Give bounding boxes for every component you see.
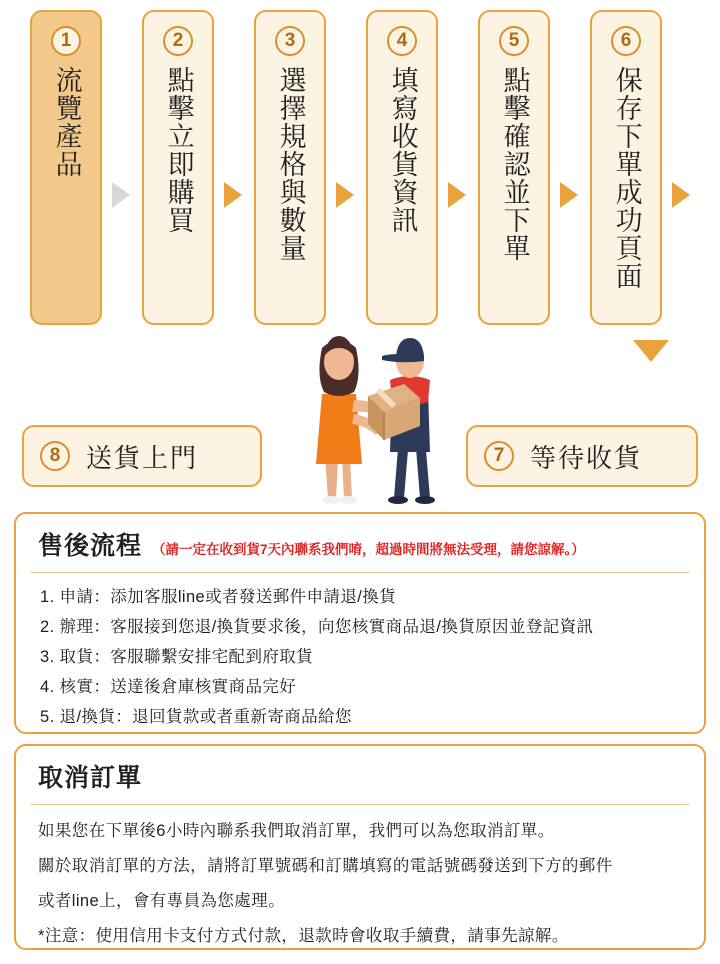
- list-item: 4. 核實：送達後倉庫核實商品完好: [40, 678, 297, 697]
- cancel-line: *注意：使用信用卡支付方式付款，退款時會收取手續費，請事先諒解。: [38, 926, 569, 945]
- cancel-line: 如果您在下單後6小時內聯系我們取消訂單，我們可以為您取消訂單。: [38, 822, 555, 840]
- flow-step-4-number: 4: [387, 26, 417, 56]
- flow-step-3[interactable]: [254, 10, 326, 325]
- cancel-header: [16, 746, 704, 794]
- flow-step-5[interactable]: [478, 10, 550, 325]
- flow-step-5-label: 點擊確認並下單: [499, 66, 530, 262]
- flow-step-2-label: 點擊立即購買: [163, 66, 194, 234]
- aftersale-divider: [30, 572, 690, 573]
- flow-step-6-label: 保存下單成功頁面: [611, 66, 642, 290]
- flow-step-1-number: 1: [51, 26, 81, 56]
- flow-step-4-label: 填寫收貨資訊: [387, 66, 418, 234]
- aftersale-title: 售後流程: [38, 532, 143, 560]
- flow-arrow-down-icon: [633, 340, 669, 362]
- flow-arrow-4: [448, 182, 466, 208]
- flow-arrow-5: [560, 182, 578, 208]
- flow-step-8-label: 送貨上門: [86, 442, 199, 473]
- list-item: 5. 退/換貨：退回貨款或者重新寄商品給您: [40, 708, 352, 727]
- flow-step-3-label: 選擇規格與數量: [275, 66, 306, 262]
- flow-step-4[interactable]: [366, 10, 438, 325]
- flow-step-6[interactable]: [590, 10, 662, 325]
- aftersale-note: （請一定在收到貨7天內聯系我們唷，超過時間將無法受理，請您諒解。）: [152, 542, 585, 557]
- cancel-line: 或者line上，會有專員為您處理。: [38, 891, 285, 910]
- aftersale-panel: [14, 512, 706, 734]
- list-item: 3. 取貨：客服聯繫安排宅配到府取貨: [40, 648, 314, 667]
- flow-step-8[interactable]: [22, 425, 262, 487]
- flow-step-7[interactable]: [466, 425, 698, 487]
- flow-step-1[interactable]: [30, 10, 102, 325]
- flow-step-2-number: 2: [163, 26, 193, 56]
- flow-step-2[interactable]: [142, 10, 214, 325]
- flow-step-1-label: 流覽產品: [51, 66, 82, 178]
- list-item: 2. 辦理：客服接到您退/換貨要求後，向您核實商品退/換貨原因並登記資訊: [40, 618, 594, 637]
- flow-step-3-number: 3: [275, 26, 305, 56]
- delivery-illustration: [270, 318, 460, 508]
- flow-arrow-3: [336, 182, 354, 208]
- flow-arrow-6: [672, 182, 690, 208]
- aftersale-list: [16, 573, 704, 732]
- list-item: 1. 申請：添加客服line或者發送郵件申請退/換貨: [40, 588, 397, 606]
- flow-step-6-number: 6: [611, 26, 641, 56]
- flow-arrow-2: [224, 182, 242, 208]
- cancel-body: [16, 805, 704, 951]
- cancel-line: 關於取消訂單的方法，請將訂單號碼和訂購填寫的電話號碼發送到下方的郵件: [38, 856, 613, 875]
- cancel-order-panel: [14, 744, 706, 950]
- flow-step-7-label: 等待收貨: [530, 442, 643, 473]
- flow-step-5-number: 5: [499, 26, 529, 56]
- aftersale-header: [16, 514, 704, 562]
- cancel-title: 取消訂單: [38, 764, 143, 792]
- flow-step-7-number: 7: [484, 441, 514, 471]
- order-flow-steps: [12, 10, 708, 330]
- flow-arrow-1: [112, 182, 130, 208]
- cancel-divider: [30, 804, 690, 805]
- flow-step-8-number: 8: [40, 441, 70, 471]
